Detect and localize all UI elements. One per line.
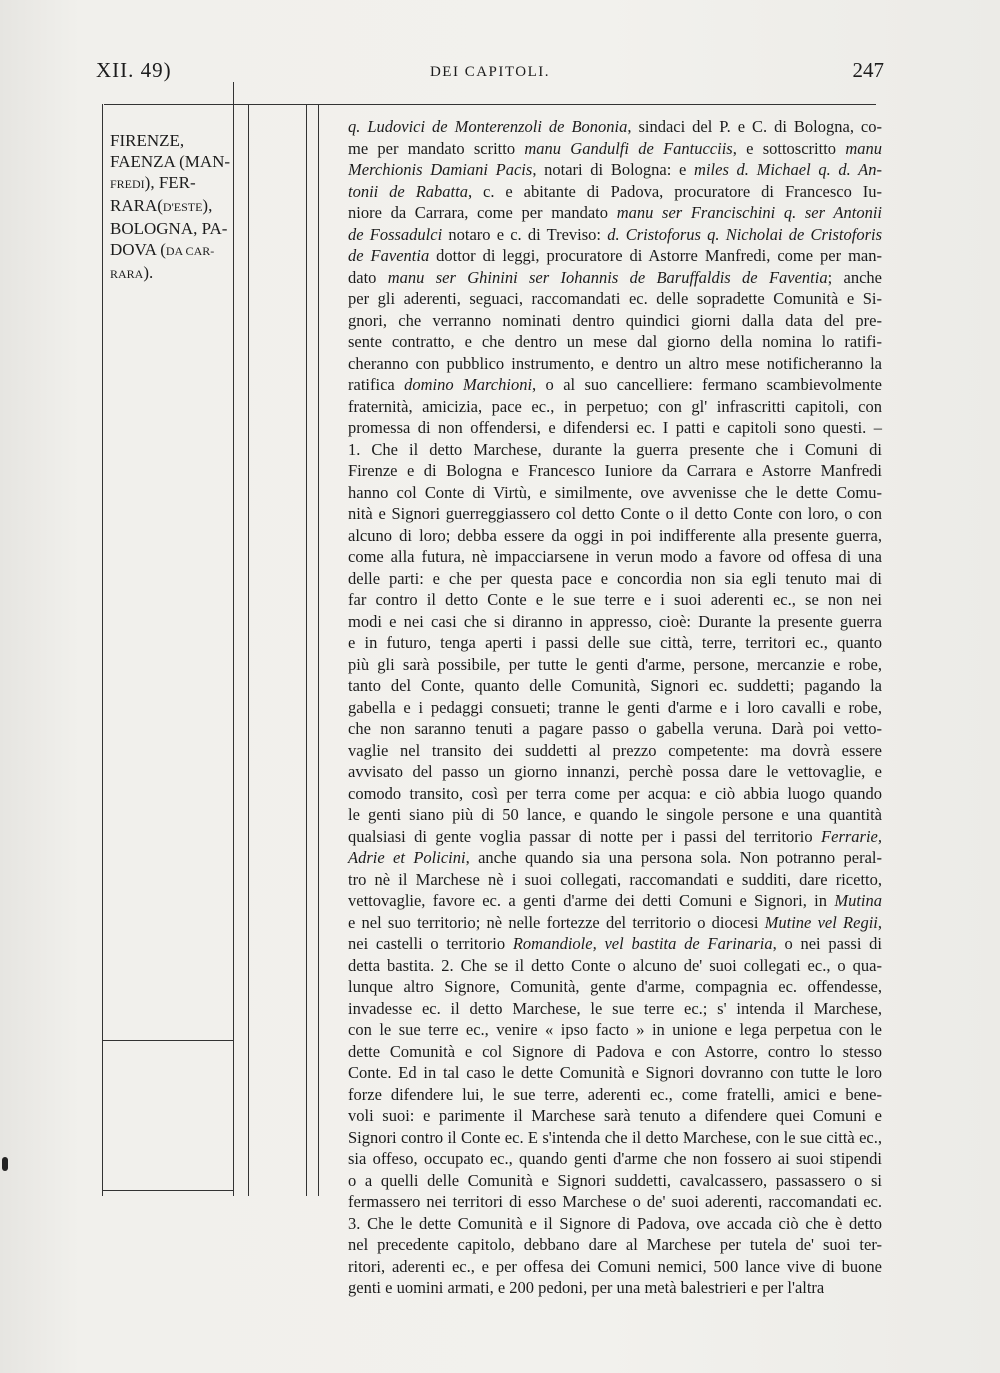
text-line (348, 847, 882, 869)
text-segment: , sindaci del P. e C. di Bologna, co- (627, 117, 882, 136)
text-line (348, 1213, 882, 1235)
text-segment: nel precedente capitolo, debbano dare al Marchese per tutela de' suoi ter- (348, 1235, 882, 1254)
text-line (348, 1084, 882, 1106)
italic-segment: de Fossadulci (348, 224, 443, 244)
rubric-fragment: ), FER- (144, 173, 196, 192)
text-segment: comodo transito, così per terra come per acqua: e ciò abbia luogo quando (348, 783, 882, 803)
rubric-fragment: DOVA ( (110, 240, 166, 259)
text-line (348, 1019, 882, 1041)
text-line (348, 611, 882, 633)
margin-rubric (110, 130, 234, 285)
column-rule (102, 1040, 234, 1041)
column-rule (248, 104, 249, 1196)
text-segment: , e sottoscritto (732, 138, 846, 158)
text-segment: gnori, che verranno nominati dentro quindici giorni dalla data del pre- (348, 310, 882, 330)
italic-segment: miles d. Michael q. d. An- (694, 160, 882, 179)
text-segment: genti e uomini armati, e 200 pedoni, per una metà balestrieri e per l'altra (348, 1278, 825, 1297)
text-segment: 1. Che il detto Marchese, durante la guerra presente che i Comuni di (348, 439, 882, 459)
text-segment: avvisato del passo un giorno innanzi, perchè possa dare le vettovaglie, e (348, 762, 882, 781)
text-segment: tanto del Conte, quanto delle Comunità, Signori ec. suddetti; pagando la (348, 676, 882, 695)
text-segment: voli suoi: e parimente il Marchese sarà tenuto a difendere quei Comuni e (348, 1106, 882, 1125)
text-segment: ratifica (348, 375, 405, 394)
italic-segment: Mutina (834, 891, 882, 910)
text-segment: o a quelli delle Comunità e Signori suddetti, cavalcassero, passassero o si (348, 1170, 882, 1190)
italic-segment: d. Cristoforus q. Nicholai de Cristoforis (607, 224, 882, 244)
text-line (348, 503, 882, 525)
text-line (348, 181, 882, 203)
text-line (348, 1148, 882, 1170)
text-segment: più gli sarà possibile, per tutte le genti d'arme, persone, mercanzie e robe, (348, 654, 882, 674)
text-line (348, 654, 882, 676)
text-segment: me per mandato scritto (348, 138, 525, 158)
binding-mark (2, 1157, 8, 1171)
italic-segment: Adrie et Policini (348, 848, 466, 867)
text-segment: Firenze e di Bologna e Francesco Iuniore da Carrara e Astorre Manfredi (348, 461, 882, 480)
text-segment: 3. Che le dette Comunità e il Signore di Padova, ove accada ciò che è detto (348, 1213, 882, 1233)
text-segment: vettovaglie, favore ec. a genti d'arme dei detti Comuni e Signori, in (348, 891, 835, 910)
text-segment: Signori contro il Conte ec. E s'intenda che il detto Marchese, con le sue città ec., (348, 1127, 882, 1147)
italic-segment: Ferrarie, (821, 826, 882, 846)
text-line (348, 740, 882, 762)
text-segment: nità e Signori guerreggiassero col detto Conte o il detto Conte con loro, o con (348, 504, 882, 523)
rubric-fragment: ), (202, 196, 213, 215)
page-number: 247 (852, 58, 884, 82)
text-line (348, 288, 882, 310)
text-segment: , anche quando sia una persona sola. Non potranno peral- (465, 848, 882, 867)
text-line (348, 912, 882, 934)
text-line (348, 374, 882, 396)
text-line (348, 783, 882, 805)
column-rule (102, 1190, 234, 1191)
body-text (348, 116, 882, 1299)
text-line (348, 1256, 882, 1278)
text-segment: ritori, aderenti ec., e per offesa dei Comuni nemici, 500 lance vive di buone (348, 1256, 882, 1276)
text-line (348, 1170, 882, 1192)
text-line (348, 525, 882, 547)
italic-segment: manu (845, 138, 882, 158)
text-line (348, 804, 882, 826)
rubric-fragment: RARA (110, 267, 144, 281)
text-line (348, 396, 882, 418)
text-segment: fermassero nei territori di esso Marchese o de' suoi aderenti, raccomandati ec. (348, 1192, 882, 1211)
text-segment: qualsiasi di gente voglia passar di notte per i passi del territorio (348, 826, 822, 846)
text-line (348, 1234, 882, 1256)
text-line (348, 826, 882, 848)
rubric-fragment: FREDI (110, 177, 145, 191)
text-line (348, 482, 882, 504)
text-segment: delle parti: e che per questa pace e concordia non sia egli tenuto mai di (348, 568, 882, 588)
text-line (348, 439, 882, 461)
text-segment: Conte. Ed in tal caso le dette Comunità e Signori dovranno con tutte le loro (348, 1063, 882, 1082)
text-segment: alcuno di loro; debba essere da oggi in poi indifferente alla presente guerra, (348, 525, 882, 545)
text-line (348, 1277, 882, 1299)
text-segment: gabella e i pedaggi consueti; tranne le genti d'arme e i loro cavalli e robe, (348, 697, 882, 717)
text-line (348, 955, 882, 977)
text-line (348, 933, 882, 955)
text-line (348, 417, 882, 439)
text-line (348, 1062, 882, 1084)
text-line (348, 267, 882, 289)
text-segment: sia offeso, occupato ec., quando genti d'arme che non fossero ai suoi stipendi (348, 1149, 882, 1168)
text-line (348, 976, 882, 998)
italic-segment: q. Ludovici de Monterenzoli de Bononia (348, 117, 628, 136)
text-segment: promessa di non offendersi, e difendersi ec. I patti e capitoli sono questi. – (348, 418, 882, 437)
italic-segment: manu Gandulfi de Fantucciis (524, 138, 733, 158)
text-segment: dette Comunità e col Signore di Padova e con Astorre, contro lo stesso (348, 1041, 882, 1061)
text-segment: , notari di Bologna: e (532, 160, 695, 179)
text-segment: dato (348, 267, 388, 287)
running-title: DEI CAPITOLI. (429, 64, 551, 80)
text-segment: vaglie nel transito dei suddetti al prezzo competente: ma dovrà essere (348, 740, 882, 760)
italic-segment: de Faventia (348, 246, 430, 265)
text-segment: hanno col Conte di Virtù, e similmente, ove avvenisse che le dette Comu- (348, 482, 882, 502)
text-line (348, 159, 882, 181)
text-segment: come alla futura, nè impacciarsene in verun modo a favore od offesa di una (348, 547, 882, 566)
text-segment: dottor di leggi, procuratore di Astorre Manfredi, come per man- (429, 246, 883, 265)
text-segment: per gli aderenti, seguaci, raccomandati ec. delle sopradette Comunità e Si- (348, 289, 882, 308)
text-line (348, 1127, 882, 1149)
text-line (348, 1191, 882, 1213)
page-header (96, 58, 884, 88)
text-line (348, 331, 882, 353)
section-number: XII. 49) (96, 58, 172, 82)
text-line (348, 353, 882, 375)
text-segment: nei castelli o territorio (348, 934, 513, 953)
italic-segment: tonii de Rabatta (348, 181, 468, 201)
text-line (348, 546, 882, 568)
text-segment: che non saranno tenuti a pagare passo o gabella veruna. Darà poi vetto- (348, 719, 882, 738)
rubric-fragment: FAENZA (MAN- (110, 152, 231, 171)
text-segment: modi e nei casi che si diranno in appresso, cioè: Durante la presente guerra (348, 611, 882, 631)
text-line (348, 310, 882, 332)
text-segment: invadesse ec. il detto Marchese, le sue terre ec.; s' intenda il Marchese, (348, 998, 882, 1018)
column-rule (102, 104, 103, 1196)
text-line (348, 138, 882, 160)
text-line (348, 890, 882, 912)
rubric-fragment: ). (143, 263, 154, 282)
text-line (348, 224, 882, 246)
text-line (348, 697, 882, 719)
italic-segment: manu ser Francischini q. ser Antonii (616, 203, 882, 222)
text-line (348, 1105, 882, 1127)
italic-segment: Mutine vel Regii (764, 912, 878, 932)
rubric-fragment: D'ESTE (162, 200, 203, 214)
italic-segment: domino Marchioni (404, 375, 533, 394)
text-segment: detta bastita. 2. Che se il detto Conte o alcuno de' suoi collegati ec., o qua- (348, 955, 882, 975)
text-segment: sente contratto, e che dentro un mese dal giorno della nomina lo ratifi- (348, 332, 882, 351)
italic-segment: Romandiole, vel bastita de Farinaria (512, 934, 773, 953)
rubric-fragment: FIRENZE, (110, 131, 185, 150)
text-segment: e nel suo territorio; nè nelle fortezze del territorio o diocesi (348, 912, 765, 932)
text-segment: far contro il detto Conte e le sue terre e i suoi aderenti ec., se non nei (348, 590, 882, 609)
text-line (348, 568, 882, 590)
text-line (348, 761, 882, 783)
text-segment: le genti siano più di 50 lance, e quando le singole persone e una quantità (348, 805, 882, 824)
text-segment: forze difendere lui, le sue terre, aderenti ec., come fratelli, amici e bene- (348, 1084, 882, 1104)
text-line (348, 675, 882, 697)
text-segment: , (877, 912, 882, 932)
column-rule (306, 104, 307, 1196)
rubric-fragment: BOLOGNA, PA- (110, 219, 228, 238)
text-segment: ; anche (827, 267, 882, 287)
text-segment: , o al suo cancelliere: fermano scambievolmente (532, 375, 883, 394)
text-segment: e in futuro, tenga aperti i passi delle sue città, terre, territori ec., quanto (348, 633, 882, 652)
text-segment: cheranno con pubblico instrumento, e dentro un altro mese notificheranno la (348, 353, 882, 373)
text-segment: notaro e c. di Treviso: (442, 224, 608, 244)
text-segment: , o nei passi di (772, 934, 882, 953)
italic-segment: manu ser Ghinini ser Iohannis de Baruffaldis de Faventia (387, 267, 828, 287)
rubric-fragment: RARA( (110, 196, 163, 215)
rubric-fragment: DA CAR- (165, 244, 215, 258)
text-segment: con le sue terre ec., venire « ipso facto » in unione e lega perpetua con le (348, 1020, 882, 1039)
text-line (348, 202, 882, 224)
text-line (348, 589, 882, 611)
header-rule (104, 104, 876, 105)
text-segment: lunque altro Signore, Comunità, gente d'arme, compagnia ec. offendesse, (348, 977, 882, 996)
text-line (348, 718, 882, 740)
text-segment: , c. e abitante di Padova, procuratore di Francesco Iu- (467, 181, 883, 201)
text-segment: niore da Carrara, come per mandato (348, 203, 617, 222)
text-line (348, 116, 882, 138)
text-line (348, 1041, 882, 1063)
text-line (348, 998, 882, 1020)
text-line (348, 632, 882, 654)
italic-segment: Merchionis Damiani Pacis (348, 160, 533, 179)
text-segment: fraternità, amicizia, pace ec., in perpetuo; con gl' infrascritti capitoli, con (348, 396, 882, 416)
text-line (348, 869, 882, 891)
text-line (348, 460, 882, 482)
text-segment: tro nè il Marchese nè i suoi collegati, raccomandati e sudditi, dare ricetto, (348, 869, 882, 889)
column-rule (318, 104, 319, 1196)
text-line (348, 245, 882, 267)
